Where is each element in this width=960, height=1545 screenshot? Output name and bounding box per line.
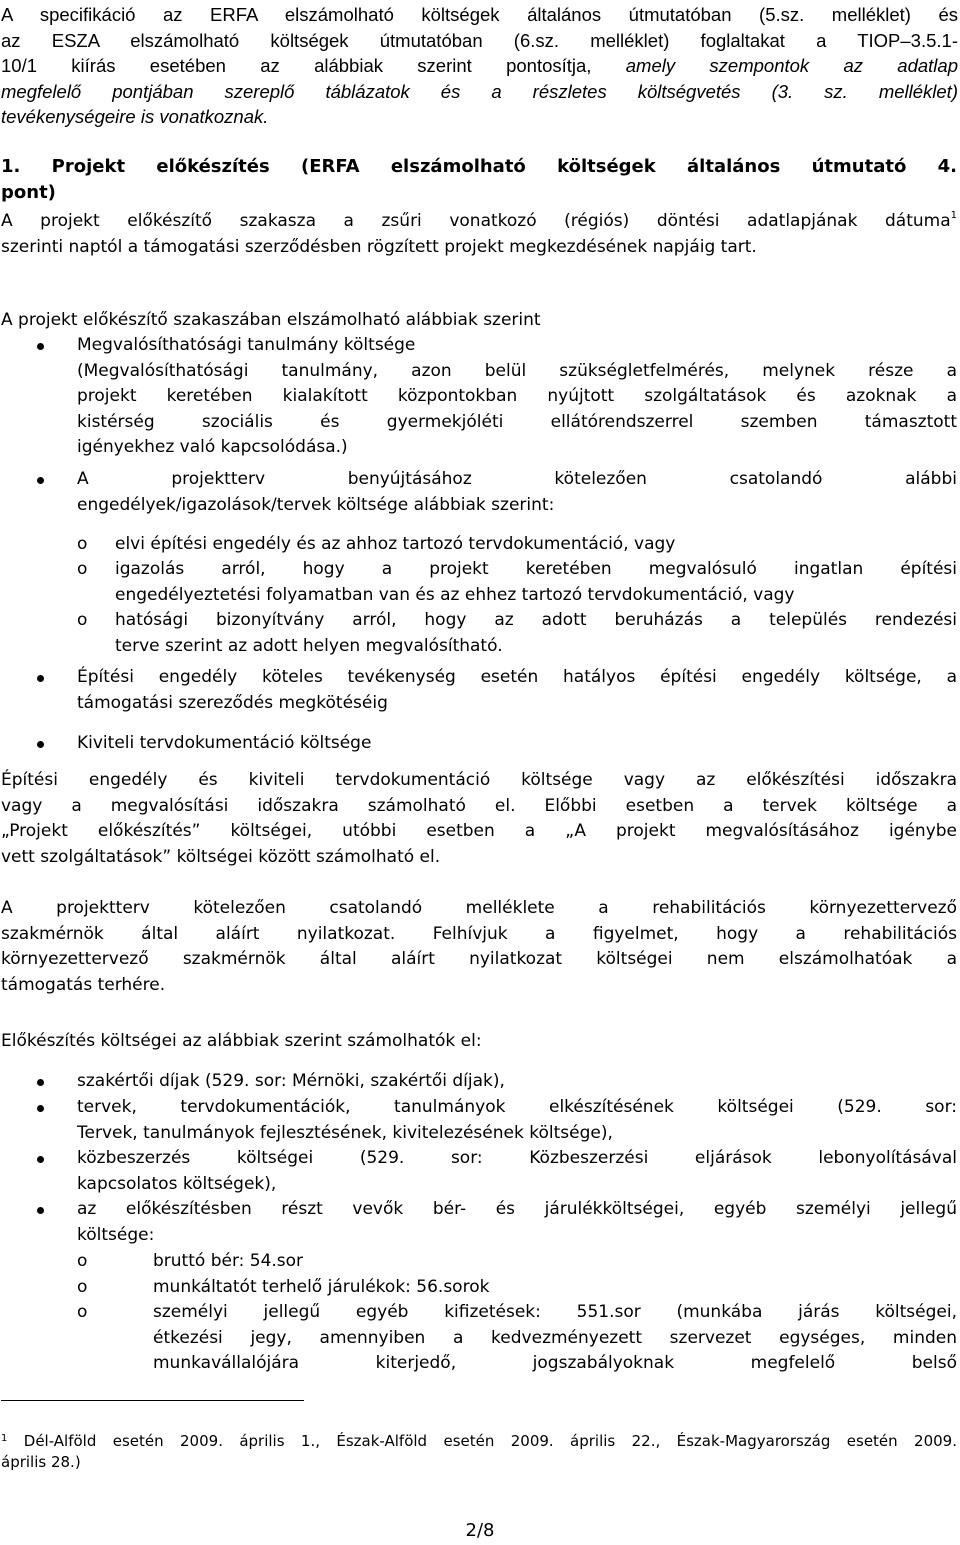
paragraph-preparation-phase <box>1 203 957 260</box>
list-line: Megvalósíthatósági tanulmány költsége <box>77 335 416 355</box>
bullet-icon <box>37 1105 44 1112</box>
intro-line: A specifikáció az ERFA elszámolható költségek általános útmutatóban (5.sz. melléklet) és <box>1 4 958 25</box>
footnote-line <box>1 1428 957 1452</box>
paragraph-line: vett szolgáltatások” költségei között számolható el. <box>1 846 441 867</box>
sub-list-item-text <box>115 557 957 608</box>
bullet-icon <box>37 675 44 682</box>
intro-italic-text: tevékenységeire is vonatkoznak. <box>1 106 269 127</box>
intro-paragraph <box>1 2 958 130</box>
list-item-text <box>77 1197 957 1248</box>
list-item-text <box>77 1095 957 1146</box>
list-item-text <box>77 1069 957 1095</box>
intro-italic-text: megfelelő pontjában szereplő táblázatok és a részletes költségvetés (3. sz. melléklet) <box>1 80 958 102</box>
list-line: igényekhez való kapcsolódása.) <box>77 437 348 457</box>
list-line: bruttó bér: 54.sor <box>153 1251 304 1271</box>
circle-bullet-icon: o <box>77 559 88 579</box>
paragraph-line: támogatás terhére. <box>1 974 166 995</box>
list-line: munkáltatót terhelő járulékok: 56.sorok <box>153 1277 490 1297</box>
list-line: (Megvalósíthatósági tanulmány, azon belül szükségletfelmérés, melynek része a <box>77 360 957 381</box>
circle-bullet-icon: o <box>77 610 88 630</box>
paragraph-line: szakmérnök által aláírt nyilatkozat. Felhívjuk a figyelmet, hogy a rehabilitációs <box>1 923 957 944</box>
list-line: közbeszerzés költségei (529. sor: Közbeszerzési eljárások lebonyolításával <box>77 1148 957 1168</box>
list-line: A projektterv benyújtásához kötelezően csatolandó alábbi <box>77 469 957 489</box>
sub-list-item-text <box>153 1249 957 1275</box>
footnote-number: 1 <box>1 1433 8 1444</box>
list-item-text <box>77 333 957 461</box>
paragraph-line: vagy a megvalósítási időszakra számolható el. Előbbi esetben a tervek költsége a <box>1 795 957 816</box>
list-line: projekt keretében kialakított központokban nyújtott szolgáltatások és azoknak a <box>77 386 957 406</box>
list-line: támogatási szereződés megkötéséig <box>77 692 388 713</box>
list-line: szakértői díjak (529. sor: Mérnöki, szakértői díjak), <box>77 1071 505 1091</box>
section-heading-line: pont) <box>1 181 56 203</box>
section-heading-line: 1. Projekt előkészítés (ERFA elszámolható költségek általános útmutató 4. <box>1 156 957 177</box>
paragraph-text: Előkészítés költségei az alábbiak szerint számolhatók el: <box>1 1031 482 1051</box>
footnote-text: Dél-Alföld esetén 2009. április 1., Észak-Alföld esetén 2009. április 22., Észak-Magyarország esetén 2009. <box>23 1432 957 1450</box>
footnote-line: április 28.) <box>1 1453 81 1471</box>
bullet-icon <box>37 1079 44 1086</box>
bullet-icon <box>37 741 44 748</box>
sub-list-item-text <box>153 1275 957 1301</box>
intro-line <box>1 104 958 130</box>
circle-bullet-icon: o <box>77 1251 88 1271</box>
page-number: 2/8 <box>465 1520 495 1541</box>
list-line: engedélyeztetési folyamatban van és az ehhez tartozó tervdokumentáció, vagy <box>115 584 795 605</box>
paragraph-project-plan <box>1 896 957 998</box>
list-item-text <box>77 1146 957 1197</box>
list-item-text <box>77 731 957 757</box>
bullet-icon <box>37 1207 44 1214</box>
footnote <box>1 1428 957 1473</box>
paragraph-line: „Projekt előkészítés” költségei, utóbbi esetben a „A projekt megvalósításához igénybe <box>1 821 957 841</box>
list-line: étkezési jegy, amennyiben a kedvezményezett szervezet egységes, minden <box>153 1327 957 1348</box>
bullet-icon <box>37 343 44 350</box>
paragraph-line: Építési engedély és kiviteli tervdokumentáció költsége vagy az előkészítési időszakra <box>1 770 957 790</box>
sub-list-item-text <box>153 1300 957 1377</box>
list-line: kapcsolatos költségek), <box>77 1173 277 1194</box>
list-line: az előkészítésben részt vevők bér- és járulékköltségei, egyéb személyi jellegű <box>77 1199 957 1219</box>
intro-line <box>1 79 958 105</box>
list-line: személyi jellegű egyéb kifizetések: 551.sor (munkába járás költségei, <box>153 1302 957 1322</box>
sub-list-item-text <box>115 608 957 659</box>
intro-italic-text: amely szempontok az adatlap <box>625 55 958 76</box>
list-line: Kiviteli tervdokumentáció költsége <box>77 733 372 753</box>
paragraph-line <box>1 203 957 235</box>
footnote-separator <box>1 1400 304 1401</box>
paragraph-lead <box>1 308 957 334</box>
list-line: tervek, tervdokumentációk, tanulmányok elkészítésének költségei (529. sor: <box>77 1097 957 1117</box>
footnote-reference: 1 <box>950 210 957 221</box>
list-line: Tervek, tanulmányok fejlesztésének, kivitelezésének költsége), <box>77 1122 613 1143</box>
list-line: munkavállalójára kiterjedő, jogszabályoknak megfelelő belső <box>153 1353 957 1373</box>
paragraph-lead <box>1 1029 957 1055</box>
list-line: terve szerint az adott helyen megvalósítható. <box>115 635 503 656</box>
list-line: elvi építési engedély és az ahhoz tartozó tervdokumentáció, vagy <box>115 534 676 554</box>
circle-bullet-icon: o <box>77 1302 88 1322</box>
list-item-text <box>77 467 957 518</box>
paragraph-text: A projekt előkészítő szakaszában elszámolható alábbiak szerint <box>1 310 541 330</box>
list-line: hatósági bizonyítvány arról, hogy az adott beruházás a település rendezési <box>115 610 957 630</box>
paragraph-line: A projektterv kötelezően csatolandó melléklete a rehabilitációs környezettervező <box>1 898 957 918</box>
list-line: kistérség szociális és gyermekjóléti ellátórendszerrel szemben támasztott <box>77 411 957 432</box>
circle-bullet-icon: o <box>77 1277 88 1297</box>
paragraph-line: környezettervező szakmérnök által aláírt nyilatkozat költségei nem elszámolhatóak a <box>1 949 957 969</box>
intro-line: az ESZA elszámolható költségek útmutatóban (6.sz. melléklet) foglaltakat a TIOP–3.5.1- <box>1 29 958 51</box>
list-line: Építési engedély köteles tevékenység esetén hatályos építési engedély költsége, a <box>77 667 957 687</box>
intro-line <box>1 53 958 79</box>
list-line: költsége: <box>77 1224 155 1245</box>
section-heading <box>1 154 957 205</box>
paragraph-text: A projekt előkészítő szakasza a zsűri vonatkozó (régiós) döntési adatlapjának dátuma <box>1 211 951 231</box>
list-item-text <box>77 665 957 716</box>
sub-list-item-text <box>115 532 957 558</box>
bullet-icon <box>37 477 44 484</box>
paragraph-line: szerinti naptól a támogatási szerződésben rögzített projekt megkezdésének napjáig tart. <box>1 236 757 257</box>
circle-bullet-icon: o <box>77 534 88 554</box>
bullet-icon <box>37 1156 44 1163</box>
paragraph-building-permit <box>1 768 957 870</box>
list-line: igazolás arról, hogy a projekt keretében megvalósuló ingatlan építési <box>115 559 957 579</box>
list-line: engedélyek/igazolások/tervek költsége alábbiak szerint: <box>77 494 555 515</box>
intro-text: 10/1 kiírás esetében az alábbiak szerint pontosítja, <box>1 55 592 76</box>
